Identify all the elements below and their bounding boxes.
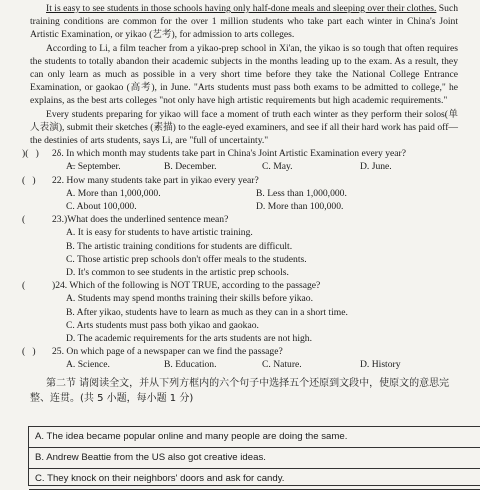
question-22 — [22, 174, 458, 214]
paragraph-2-text: According to Li, a film teacher from a yikao-prep school in Xi'an, the yikao is so tough that often requires the students to totally abandon their academic subjects in the months leading up to the exam. As a result, they can only learn as much as possible in a very short time before they take the National College Entrance Examination, or gaokao (高考), in June. "Arts students must pass both exams to be admitted to college," he explains, as the best arts colleges "not only have high artistic requirements but high academic requirements." — [30, 42, 458, 107]
question-text: Which of the following is NOT TRUE, according to the passage? — [69, 280, 321, 292]
option-d[interactable]: D. More than 100,000. — [256, 201, 344, 213]
question-text: What does the underlined sentence mean? — [67, 214, 229, 226]
question-number: 2δ. — [52, 148, 64, 160]
answer-blank[interactable]: )( ) — [22, 148, 39, 160]
option-c[interactable]: C. Arts students must pass both yikao and gaokao. — [66, 319, 259, 331]
option-a[interactable]: A. Science. — [66, 359, 110, 371]
question-number: )24. — [52, 280, 68, 292]
passage-paragraph-3 — [30, 108, 458, 148]
section-2-text: 第二节 请阅读全文，并从下列方框内的六个句子中选择五个还原到文段中，使原文的意思完整、连贯。(共 5 小题，每小题 1 分) — [30, 377, 450, 404]
option-d[interactable]: D. It's common to see students in the artistic prep schools. — [66, 267, 289, 279]
question-text: On which page of a newspaper can we find the passage? — [66, 346, 283, 358]
paragraph-3-text: Every students preparing for yikao will face a moment of truth each winter as they perform their solos(单人表演), submit their sketches (素描) to the eagle-eyed examiners, and see if all their hard work has paid off—the destinies of arts students, says Li, are "full of uncertainty." — [30, 108, 458, 147]
answer-blank[interactable]: ( — [22, 280, 35, 292]
option-a[interactable]: A̶. September. — [66, 161, 121, 173]
option-d[interactable]: D. History — [360, 359, 401, 371]
options-row — [30, 358, 458, 371]
option-c[interactable]: C. About 100,000. — [66, 201, 137, 213]
answer-blank[interactable]: ( ) — [22, 346, 36, 358]
option-a[interactable]: A. More than 1,000,000. — [66, 187, 161, 199]
option-a[interactable]: A. It is easy for students to have artistic training. — [66, 227, 253, 239]
option-c[interactable]: C. May. — [262, 161, 293, 173]
option-a[interactable]: A. Students may spend months training their skills before yikao. — [66, 293, 314, 305]
option-b[interactable]: B. After yikao, students have to learn as much as they can in a short time. — [66, 306, 348, 318]
option-b[interactable]: B. Education. — [164, 359, 217, 371]
answer-blank[interactable]: ( ) — [22, 174, 36, 186]
question-23 — [22, 213, 458, 279]
option-d[interactable]: D. The academic requirements for the arts students are not high. — [66, 333, 312, 345]
options-grid — [30, 187, 458, 213]
question-25 — [22, 345, 458, 371]
question-21 — [22, 147, 458, 173]
choice-b: B. Andrew Beattie from the US also got creative ideas. — [29, 448, 480, 469]
question-text: In which month may students take part in China's Joint Artistic Examination every year? — [66, 148, 406, 160]
choice-c: C. They knock on their neighbors' doors and ask for candy. — [29, 469, 480, 490]
choice-a: A. The idea became popular online and many people are doing the same. — [29, 427, 480, 448]
question-number: 23.) — [52, 214, 68, 226]
section-2-instructions — [30, 376, 458, 406]
question-number: 22. — [52, 174, 64, 186]
option-c[interactable]: C. Those artistic prep schools don't offer meals to the students. — [66, 253, 307, 265]
passage-paragraph-2 — [30, 42, 458, 108]
answer-blank[interactable]: ( — [22, 214, 40, 226]
underlined-sentence: It is easy to see students in those schools having only half-done meals and sleeping over their clothes. — [46, 3, 437, 14]
option-b[interactable]: B. Less than 1,000,000. — [256, 187, 347, 199]
option-d[interactable]: D. June. — [360, 161, 392, 173]
question-number: 25. — [52, 346, 64, 358]
question-text: How many students take part in yikao every year? — [66, 174, 259, 186]
sentence-choices-box — [28, 426, 480, 486]
option-b[interactable]: B. December. — [164, 161, 217, 173]
options-row — [30, 160, 458, 173]
option-b[interactable]: B. The artistic training conditions for students are difficult. — [66, 240, 293, 252]
paragraph-1-rest: Such training conditions are common for the over 1 million students who take part each winter in China's Joint Artistic Examination, or yikao (艺考), for admission to arts colleges. — [30, 3, 458, 41]
passage-paragraph-1 — [30, 2, 458, 42]
option-c[interactable]: C. Nature. — [262, 359, 302, 371]
question-24 — [22, 279, 458, 345]
